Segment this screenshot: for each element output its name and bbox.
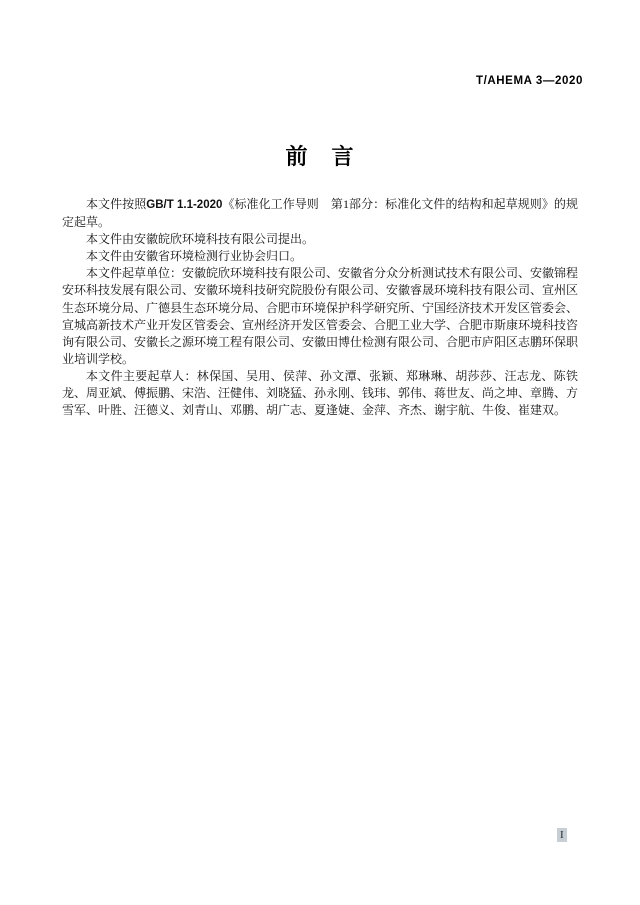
page-number: I <box>557 828 567 842</box>
paragraph-main-drafters: 本文件主要起草人：林保国、吴用、侯萍、孙文潭、张颖、郑琳琳、胡莎莎、汪志龙、陈铁龙、周亚斌、傅振鹏、宋浩、汪健伟、刘晓猛、孙永刚、钱玮、郭伟、蒋世友、尚之坤、章腾、方雪军、叶胜、汪德义、刘青山、邓鹏、胡广志、夏逢婕、金萍、齐杰、谢宇航、牛俊、崔建双。 <box>62 368 579 418</box>
page-title: 前 言 <box>285 144 355 169</box>
standard-reference: GB/T 1.1-2020 <box>146 199 223 211</box>
paragraph-drafting-organizations: 本文件起草单位：安徽皖欣环境科技有限公司、安徽省分众分析测试技术有限公司、安徽锦程安环科技发展有限公司、安徽环境科技研究院股份有限公司、安徽睿晟环境科技有限公司、宣州区生态环境分局、广德县生态环境分局、合肥市环境保护科学研究所、宁国经济技术开发区管委会、宣城高新技术产业开发区管委会、宣州经济开发区管委会、合肥工业大学、合肥市斯康环境科技咨询有限公司、安徽长之源环境工程有限公司、安徽田博仕检测有限公司、合肥市庐阳区志鹏环保职业培训学校。 <box>62 266 579 366</box>
paragraph-prefix: 本文件按照 <box>86 197 147 211</box>
paragraph-proposed-by: 本文件由安徽皖欣环境科技有限公司提出。 <box>86 232 315 247</box>
document-body <box>62 196 578 419</box>
paragraph-drafting-rule <box>62 196 578 231</box>
standard-number-header: T/AHEMA 3—2020 <box>475 75 583 87</box>
paragraph-centralized-by: 本文件由安徽省环境检测行业协会归口。 <box>86 249 303 264</box>
paragraph-suffix: 《标准化工作导则 第1部分：标准化文件的结构和起草规则》的规定起草。 <box>62 197 578 230</box>
